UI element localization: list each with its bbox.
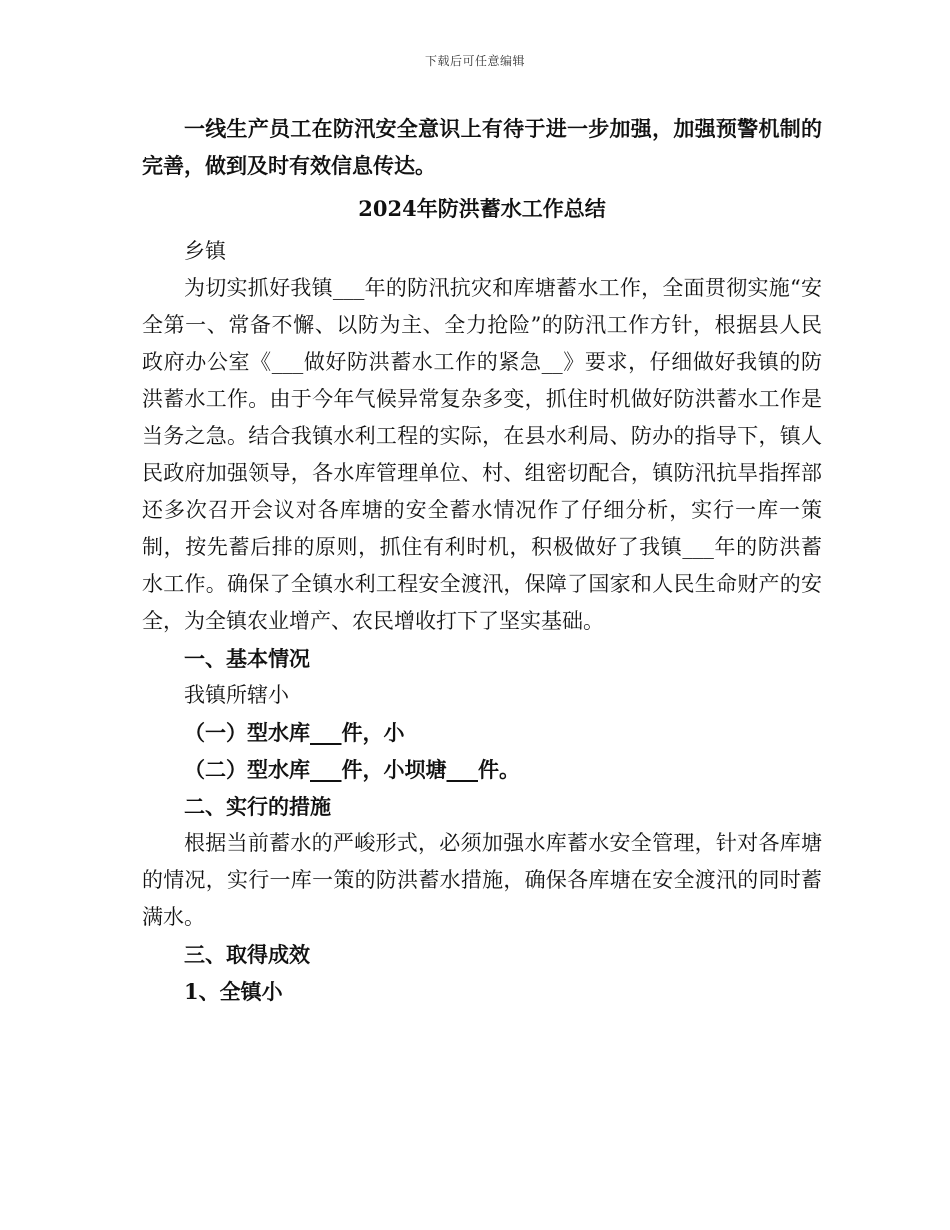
organization-line: 乡镇 (184, 239, 226, 263)
body-paragraph: 为切实抓好我镇___年的防汛抗灾和库塘蓄水工作，全面贯彻实施“安全第一、常备不懈、以防为主、全力抢险”的防汛工作方针，根据县人民政府办公室《___做好防洪蓄水工作的紧急__》要求，仔细做好我镇的防洪蓄水工作。由于今年气候异常复杂多变，抓住时机做好防洪蓄水工作是当务之急。结合我镇水利工程的实际，在县水利局、防办的指导下，镇人民政府加强领导，各水库管理单位、村、组密切配合，镇防汛抗旱指挥部还多次召开会议对各库塘的安全蓄水情况作了仔细分析，实行一库一策制，按先蓄后排的原则，抓住有利时机，积极做好了我镇___年的防洪蓄水工作。确保了全镇水利工程安全渡汛，保障了国家和人民生命财产的安全，为全镇农业增产、农民增收打下了坚实基础。 (142, 276, 822, 633)
section-heading-basic-situation: 一、基本情况 (184, 646, 310, 671)
document-body (142, 110, 822, 1010)
section1-item-1: （一）型水库___件，小 (184, 720, 405, 745)
intro-paragraph: 一线生产员工在防汛安全意识上有待于进一步加强，加强预警机制的完善，做到及时有效信息传达。 (142, 116, 822, 178)
section3-item-1: 1、全镇小 (184, 979, 283, 1004)
section1-item-2: （二）型水库___件，小坝塘___件。 (184, 757, 520, 782)
document-title: 2024年防洪蓄水工作总结 (358, 196, 606, 221)
section2-paragraph: 根据当前蓄水的严峻形式，必须加强水库蓄水安全管理，针对各库塘的情况，实行一库一策的防洪蓄水措施，确保各库塘在安全渡汛的同时蓄满水。 (142, 831, 822, 929)
section-heading-measures: 二、实行的措施 (184, 794, 331, 819)
section-heading-results: 三、取得成效 (184, 942, 310, 967)
section1-line: 我镇所辖小 (184, 683, 289, 707)
page-header: 下载后可任意编辑 (424, 54, 525, 68)
